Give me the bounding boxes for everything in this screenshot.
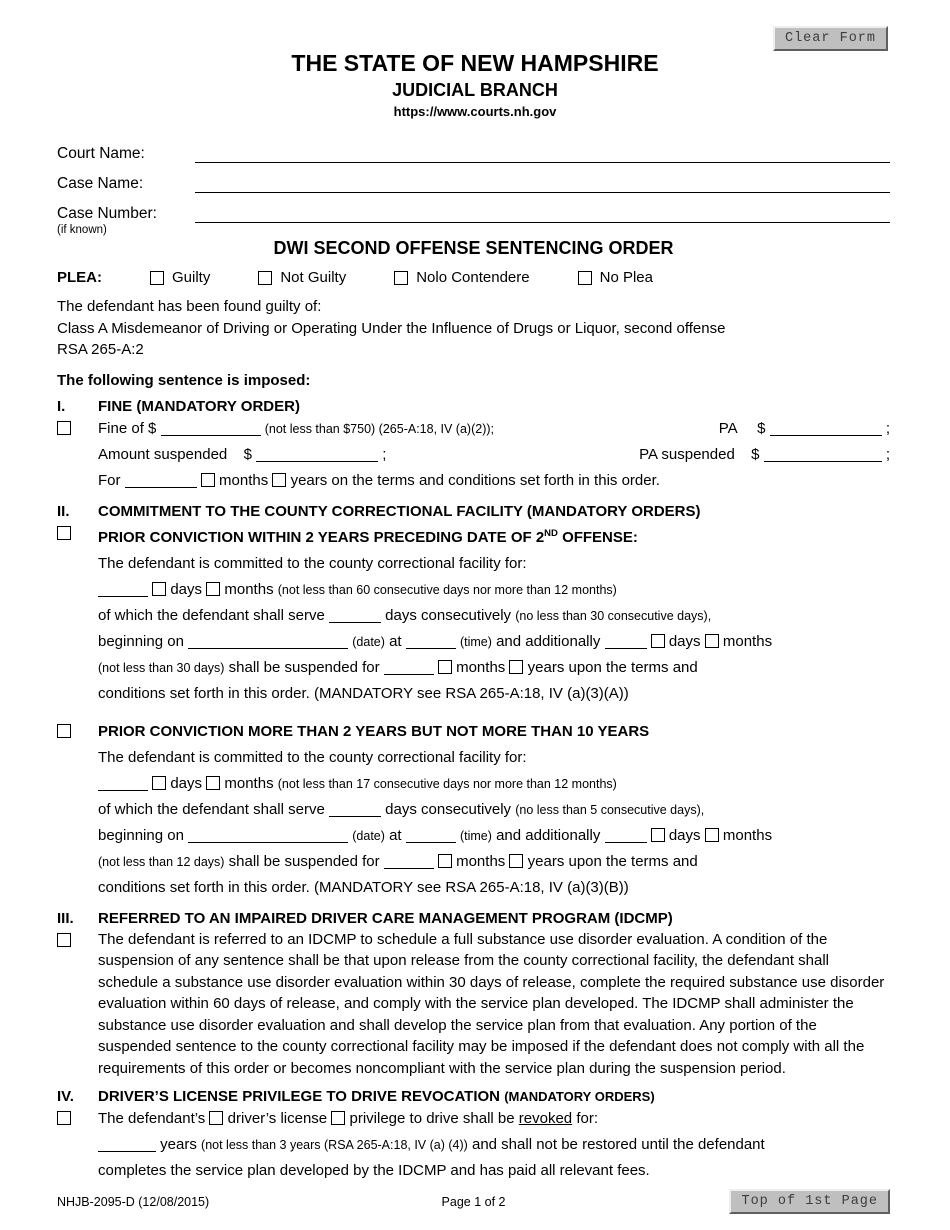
text-fragment: (date) [352, 828, 385, 843]
suspended-years-checkbox[interactable] [509, 660, 523, 674]
plea-nolo-contendere-label: Nolo Contendere [416, 269, 530, 286]
text-fragment: (not less than 3 years (RSA 265-A:18, IV (a) (4)) [201, 1138, 468, 1152]
prior-2-to-10-years-heading [98, 719, 890, 745]
suspended-terms-line [98, 655, 890, 681]
section-3-heading-row [57, 910, 890, 927]
text-fragment: (date) [352, 634, 385, 649]
text-fragment: for: [576, 1110, 598, 1127]
plea-not-guilty-label: Not Guilty [280, 269, 347, 286]
section-4-content [98, 1106, 890, 1184]
text-fragment [739, 458, 747, 459]
section-4-revocation-block [57, 1106, 890, 1184]
committed-intro-line [98, 745, 890, 771]
section-2b-gutter [57, 719, 98, 901]
commitment-months-checkbox[interactable] [206, 582, 220, 596]
text-fragment: For [98, 471, 121, 489]
court-name-input[interactable] [195, 141, 890, 163]
fine-amount-left [98, 416, 494, 442]
text-fragment: $ [751, 445, 760, 463]
sentence-imposed-intro: The following sentence is imposed: [57, 371, 311, 389]
additional-duration-field[interactable] [605, 633, 647, 649]
fine-suspension-duration-field[interactable] [125, 472, 197, 488]
commitment-duration-field[interactable] [98, 775, 148, 791]
prior-within-2-years-heading [98, 521, 890, 551]
guilty-of-paragraph [57, 296, 890, 361]
text-fragment: days [170, 774, 203, 792]
text-fragment: (not less than 12 days) [98, 854, 225, 869]
guilty-of-line-3: RSA 265-A:2 [57, 341, 144, 358]
text-fragment: years [160, 1136, 197, 1153]
fine-order-checkbox[interactable] [57, 421, 71, 435]
beginning-on-line [98, 629, 890, 655]
header-state-name: THE STATE OF NEW HAMPSHIRE [291, 50, 659, 76]
begin-time-field[interactable] [406, 633, 456, 649]
text-fragment: months [224, 774, 274, 792]
pa-suspended-field[interactable] [764, 446, 882, 462]
text-fragment: ; [382, 445, 387, 463]
text-fragment [231, 458, 239, 459]
text-fragment: days [668, 826, 701, 844]
text-fragment: months [456, 852, 506, 870]
plea-guilty-label: Guilty [172, 269, 211, 286]
beginning-on-line [98, 823, 890, 849]
form-number: NHJB-2095-D (12/08/2015) [57, 1194, 210, 1209]
section-1-fine-block [57, 416, 890, 494]
additional-duration-field[interactable] [605, 827, 647, 843]
text-fragment: years upon the terms and [527, 658, 698, 676]
plea-guilty-checkbox[interactable] [150, 271, 164, 285]
revocation-years-line [98, 1132, 890, 1158]
case-identification-fields [57, 133, 890, 236]
text-fragment: (time) [459, 634, 492, 649]
text-fragment: (time) [459, 828, 492, 843]
section-3-numeral: III. [57, 909, 74, 927]
text-fragment: conditions set forth in this order. (MANDATORY see RSA 265-A:18, IV (a)(3)(A)) [98, 684, 629, 702]
text-fragment: months [722, 826, 773, 844]
revoked-for-line [98, 1106, 890, 1132]
text-fragment: driver’s license [227, 1110, 328, 1127]
fine-suspension-months-checkbox[interactable] [201, 473, 215, 487]
clear-form-button[interactable]: Clear Form [773, 26, 888, 51]
section-4-heading [98, 1088, 655, 1105]
text-fragment: shall be suspended for [228, 658, 380, 676]
amount-suspended-left [98, 442, 386, 468]
section-2a-content [98, 521, 890, 707]
text-fragment: days [668, 632, 701, 650]
header-court-url: https://www.courts.nh.gov [393, 104, 557, 119]
text-fragment: The defendant’s [98, 1110, 206, 1127]
plea-label: PLEA: [57, 269, 102, 286]
text-fragment: shall be suspended for [228, 852, 380, 870]
section-3-heading: REFERRED TO AN IMPAIRED DRIVER CARE MANAGEMENT PROGRAM (IDCMP) [98, 909, 673, 927]
prior-conviction-within-2-years-checkbox[interactable] [57, 526, 71, 540]
suspended-terms-line [98, 849, 890, 875]
text-fragment: beginning on [98, 632, 184, 650]
case-name-row [57, 163, 890, 193]
committed-intro-line [98, 551, 890, 577]
text-fragment: conditions set forth in this order. (MANDATORY see RSA 265-A:18, IV (a)(3)(B)) [98, 878, 629, 896]
text-fragment: revoked [518, 1110, 573, 1127]
text-fragment: Amount suspended [98, 445, 228, 463]
guilty-of-line-2: Class A Misdemeanor of Driving or Operating Under the Influence of Drugs or Liquor, second offense [57, 319, 726, 337]
plea-option-nolo-contendere [394, 269, 529, 286]
begin-date-field[interactable] [188, 827, 348, 843]
text-fragment: (not less than 17 consecutive days nor more than 12 months) [277, 776, 617, 791]
additional-days-checkbox[interactable] [651, 634, 665, 648]
plea-option-no-plea [578, 269, 653, 286]
serve-consecutively-line [98, 603, 890, 629]
text-fragment: years upon the terms and [527, 852, 698, 870]
text-fragment: The defendant is committed to the county correctional facility for: [98, 554, 527, 572]
text-fragment: beginning on [98, 826, 184, 844]
section-2-prior-2-to-10-years-block [57, 719, 890, 901]
header-branch-name: JUDICIAL BRANCH [392, 80, 558, 100]
section-1-gutter [57, 416, 98, 494]
commitment-days-checkbox[interactable] [152, 776, 166, 790]
section-1-content [98, 416, 890, 494]
revocation-years-field[interactable] [98, 1136, 156, 1152]
text-fragment: PRIOR CONVICTION WITHIN 2 YEARS PRECEDING DATE OF 2 [98, 528, 545, 546]
privilege-to-drive-checkbox[interactable] [331, 1111, 345, 1125]
text-fragment: and additionally [496, 632, 601, 650]
form-header [0, 0, 950, 119]
fine-amount-line [98, 416, 890, 442]
top-of-page-button[interactable]: Top of 1st Page [729, 1189, 890, 1214]
fine-amount-field[interactable] [161, 420, 261, 436]
drivers-license-checkbox[interactable] [209, 1111, 223, 1125]
plea-no-plea-label: No Plea [599, 269, 653, 286]
conditions-mandatory-line [98, 681, 890, 707]
begin-time-field[interactable] [406, 827, 456, 843]
text-fragment: ND [544, 527, 558, 539]
text-fragment: and additionally [496, 826, 601, 844]
text-fragment: (no less than 5 consecutive days), [515, 802, 705, 817]
section-3-content [98, 928, 890, 1080]
text-fragment: years on the terms and conditions set forth in this order. [290, 471, 660, 489]
pa-suspended-right [639, 442, 890, 468]
text-fragment: (not less than 60 consecutive days nor more than 12 months) [277, 582, 617, 597]
text-fragment: (MANDATORY ORDERS) [504, 1089, 655, 1104]
commitment-duration-field[interactable] [98, 581, 148, 597]
section-4-gutter [57, 1106, 98, 1184]
text-fragment: PA [718, 419, 737, 437]
if-known-note: (if known) [57, 224, 107, 236]
amount-suspended-line [98, 442, 890, 468]
text-fragment: DRIVER’S LICENSE PRIVILEGE TO DRIVE REVOCATION [98, 1088, 501, 1105]
pa-amount-right [719, 416, 890, 442]
page-number: Page 1 of 2 [441, 1194, 506, 1209]
guilty-of-line-1: The defendant has been found guilty of: [57, 298, 322, 315]
license-revocation-checkbox[interactable] [57, 1111, 71, 1125]
section-4-numeral: IV. [57, 1088, 74, 1105]
commitment-duration-line [98, 577, 890, 603]
conditions-mandatory-line [98, 875, 890, 901]
idcmp-paragraph: The defendant is referred to an IDCMP to schedule a full substance use disorder evaluation. A condition of the suspension of any sentence shall be that upon release from the county correctional facility, the defendant shall schedule a substance use disorder evaluation within 30 days of release, complete the required substance use disorder evaluation within 60 days of release, and comply with the service plan developed. The IDCMP shall administer the substance use disorder evaluation and shall develop the service plan from that evaluation. Any portion of the suspended sentence to the county correctional facility may be imposed if the defendant does not comply with all the requirements of this order or becomes noncompliant with the service plan during the suspension period. [98, 930, 885, 1077]
case-name-input[interactable] [195, 171, 890, 193]
additional-months-checkbox[interactable] [705, 828, 719, 842]
prior-conviction-2-to-10-years-checkbox[interactable] [57, 724, 71, 738]
amount-suspended-field[interactable] [256, 446, 378, 462]
days-consecutively-field[interactable] [329, 607, 381, 623]
suspended-months-checkbox[interactable] [438, 854, 452, 868]
section-2-heading-row [57, 503, 890, 520]
idcmp-referral-checkbox[interactable] [57, 933, 71, 947]
text-fragment: at [389, 826, 402, 844]
form-title: DWI SECOND OFFENSE SENTENCING ORDER [273, 238, 674, 258]
text-fragment: at [389, 632, 402, 650]
text-fragment: months [456, 658, 506, 676]
text-fragment: of which the defendant shall serve [98, 606, 325, 624]
additional-months-checkbox[interactable] [705, 634, 719, 648]
fine-terms-line [98, 468, 890, 494]
text-fragment: privilege to drive shall be [349, 1110, 515, 1127]
plea-no-plea-checkbox[interactable] [578, 271, 592, 285]
text-fragment [741, 432, 753, 433]
plea-option-guilty [150, 269, 210, 286]
section-1-heading-row [57, 398, 890, 415]
service-plan-line [98, 1158, 890, 1184]
commitment-months-checkbox[interactable] [206, 776, 220, 790]
text-fragment: months [722, 632, 773, 650]
text-fragment: $ [757, 419, 766, 437]
serve-consecutively-line [98, 797, 890, 823]
text-fragment: PA suspended [639, 445, 735, 463]
plea-nolo-contendere-checkbox[interactable] [394, 271, 408, 285]
section-3-gutter [57, 928, 98, 1080]
suspended-years-checkbox[interactable] [509, 854, 523, 868]
plea-not-guilty-checkbox[interactable] [258, 271, 272, 285]
section-1-numeral: I. [57, 397, 66, 415]
text-fragment: completes the service plan developed by the IDCMP and has paid all relevant fees. [98, 1162, 650, 1179]
text-fragment: days [170, 580, 203, 598]
section-2a-gutter [57, 521, 98, 707]
section-2-numeral: II. [57, 502, 70, 520]
court-name-label: Court Name: [57, 145, 145, 162]
begin-date-field[interactable] [188, 633, 348, 649]
section-1-heading: FINE (MANDATORY ORDER) [98, 397, 300, 415]
case-number-row [57, 193, 890, 223]
suspended-months-checkbox[interactable] [438, 660, 452, 674]
text-fragment: ; [885, 419, 890, 437]
plea-row [57, 269, 890, 286]
section-4-heading-row [57, 1088, 890, 1105]
text-fragment: $ [243, 445, 252, 463]
text-fragment: PRIOR CONVICTION MORE THAN 2 YEARS BUT NOT MORE THAN 10 YEARS [98, 722, 650, 740]
additional-days-checkbox[interactable] [651, 828, 665, 842]
case-name-label: Case Name: [57, 175, 144, 192]
days-consecutively-field[interactable] [329, 801, 381, 817]
text-fragment: OFFENSE: [562, 528, 638, 546]
text-fragment: months [224, 580, 274, 598]
case-number-label: Case Number: [57, 205, 157, 222]
text-fragment: and shall not be restored until the defendant [471, 1136, 765, 1153]
text-fragment: (no less than 30 consecutive days), [515, 608, 712, 623]
text-fragment: days consecutively [385, 800, 512, 818]
commitment-duration-line [98, 771, 890, 797]
text-fragment: Fine of $ [98, 419, 157, 437]
section-2-heading: COMMITMENT TO THE COUNTY CORRECTIONAL FACILITY (MANDATORY ORDERS) [98, 502, 701, 520]
text-fragment: (not less than 30 days) [98, 660, 225, 675]
suspended-for-duration-field[interactable] [384, 853, 434, 869]
section-2b-content [98, 719, 890, 901]
plea-option-not-guilty [258, 269, 346, 286]
section-3-idcmp-block [57, 928, 890, 1080]
fine-suspension-years-checkbox[interactable] [272, 473, 286, 487]
court-name-row [57, 133, 890, 163]
suspended-for-duration-field[interactable] [384, 659, 434, 675]
pa-amount-field[interactable] [770, 420, 882, 436]
text-fragment: The defendant is committed to the county correctional facility for: [98, 748, 527, 766]
text-fragment: of which the defendant shall serve [98, 800, 325, 818]
commitment-days-checkbox[interactable] [152, 582, 166, 596]
text-fragment: ; [885, 445, 890, 463]
section-2-prior-within-2-years-block [57, 521, 890, 707]
text-fragment: months [219, 471, 269, 489]
footer-right [612, 1189, 890, 1214]
case-number-input[interactable] [195, 201, 890, 223]
form-body [0, 133, 950, 1184]
text-fragment: (not less than $750) (265-A:18, IV (a)(2)); [264, 421, 494, 436]
form-footer [57, 1189, 890, 1214]
text-fragment: days consecutively [385, 606, 512, 624]
